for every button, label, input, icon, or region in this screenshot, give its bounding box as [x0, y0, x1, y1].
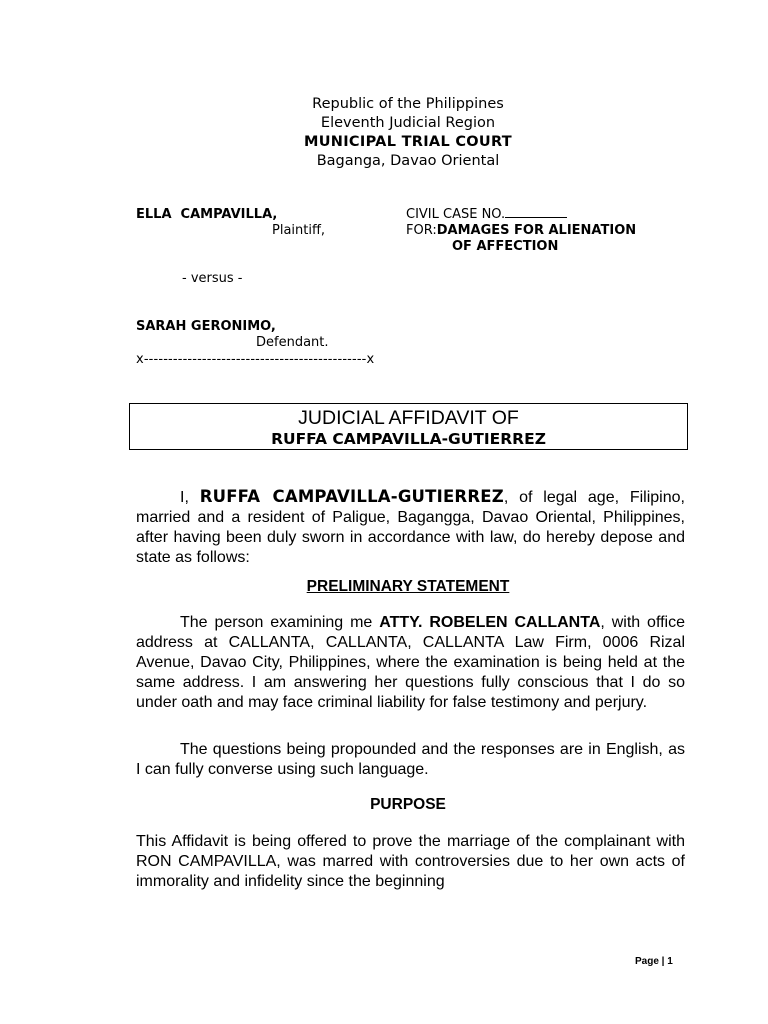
header-location: Baganga, Davao Oriental [316, 153, 500, 169]
caption-separator: x----------------------------------------------x [136, 352, 375, 367]
header-republic: Republic of the Philippines [312, 96, 504, 112]
civil-case-label: CIVIL CASE NO. [406, 207, 506, 222]
preliminary-heading [0, 578, 768, 596]
intro-text: , of legal age, Filipino, married and a resident of Paligue, Bagangga, Davao Oriental, Philippines, after having been duly sworn in accordance with law, do hereby depose and state as follows: [136, 489, 685, 566]
affidavit-title-box [129, 403, 688, 450]
civil-case-number [406, 206, 567, 223]
versus-text: - versus - [182, 271, 243, 286]
case-number-blank [505, 206, 567, 218]
examining-attorney: ATTY. ROBELEN CALLANTA [379, 614, 601, 631]
preliminary-heading-text: PRELIMINARY STATEMENT [306, 578, 510, 595]
page-number: Page | 1 [635, 956, 673, 967]
defendant-label: Defendant. [256, 335, 329, 350]
header-region: Eleventh Judicial Region [320, 115, 496, 131]
p1-text: , with office address at CALLANTA, CALLANTA, CALLANTA Law Firm, 0006 Rizal Avenue, Davao City, Philippines, where the examination is being held at the same address. I am answering her questions fully conscious that I do so under oath and may face criminal liability for false testimony and perjury. [136, 614, 685, 711]
preliminary-paragraph-1 [136, 613, 685, 713]
defendant-name: SARAH GERONIMO, [136, 319, 276, 334]
purpose-heading: PURPOSE [370, 796, 446, 813]
p1-prefix: The person examining me [180, 614, 380, 631]
case-title-line2: OF AFFECTION [452, 239, 559, 254]
intro-paragraph [136, 487, 685, 568]
intro-prefix: I, [180, 489, 200, 506]
case-title-text1: DAMAGES FOR ALIENATION [436, 223, 637, 238]
case-title-line1 [406, 222, 636, 239]
affiant-name: RUFFA CAMPAVILLA-GUTIERREZ [199, 487, 504, 506]
preliminary-paragraph-2: The questions being propounded and the responses are in English, as I can fully converse using such language. [136, 741, 685, 778]
for-label: FOR: [406, 223, 437, 238]
plaintiff-label: Plaintiff, [272, 223, 326, 238]
affidavit-title: JUDICIAL AFFIDAVIT OF [298, 407, 519, 429]
purpose-paragraph: This Affidavit is being offered to prove the marriage of the complainant with RON CAMPAVILLA, was marred with controversies due to her own acts of immorality and infidelity since the beginning [136, 833, 685, 890]
affiant-name-title: RUFFA CAMPAVILLA-GUTIERREZ [271, 430, 546, 448]
header-court: MUNICIPAL TRIAL COURT [304, 134, 512, 150]
plaintiff-name: ELLA CAMPAVILLA, [136, 207, 278, 222]
